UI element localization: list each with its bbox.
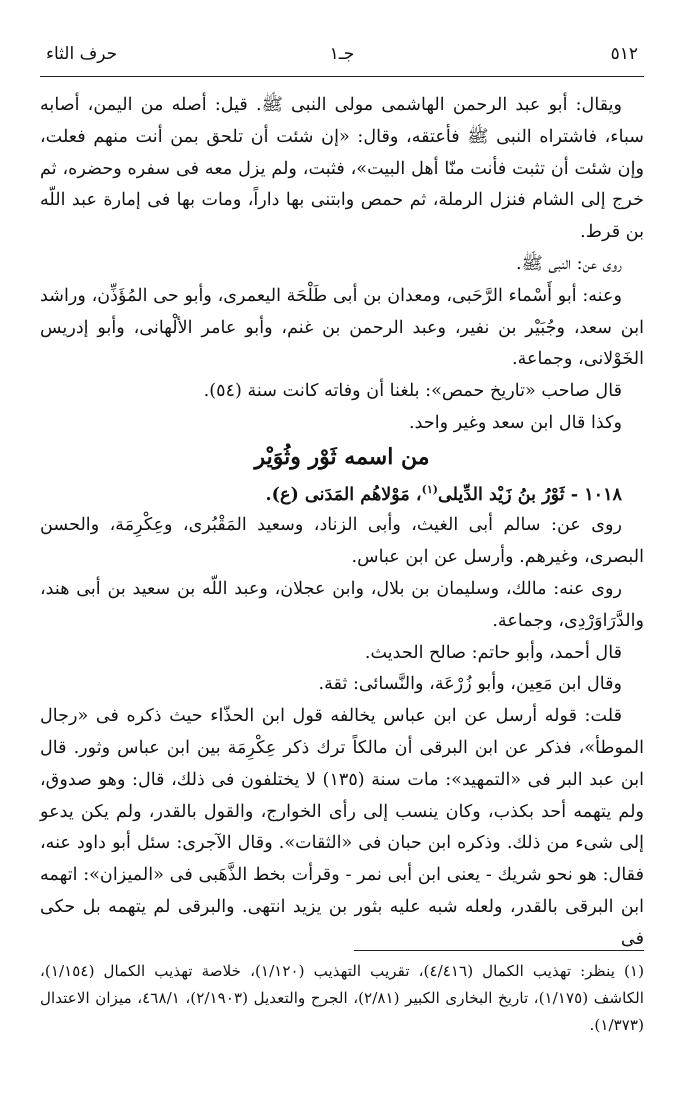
section-heading: من اسمه ثَوْر وثُوَيْر — [254, 443, 430, 470]
page-header — [40, 44, 644, 74]
paragraph: روى عن: سالم أبى الغيث، وأبى الزناد، وسعيد المَقْبُرى، وعِكْرِمَة، والحسن البصرى، وغيرهم. وأرسل عن ابن عباس. — [40, 515, 644, 568]
entry-number: ١٠١٨ - — [564, 483, 622, 505]
paragraph: قال صاحب «تاريخ حمص»: بلغنا أن وفاته كانت سنة (٥٤). — [203, 381, 622, 402]
paragraph: وعنه: أبو أَسْماء الرَّحَبى، ومعدان بن أبى طَلْحَة اليعمرى، وأبو حى المُؤَذِّن، وراشد ابن سعد، وجُبَيْر بن نفير، وعبد الرحمن بن غنم، وأبو عامر الألْهانى، وأبو إدريس الخَوْلانى، وجماعة. — [40, 285, 644, 370]
paragraph: قال أحمد، وأبو حاتم: صالح الحديث. — [364, 642, 622, 663]
footnote-divider — [354, 950, 644, 951]
entry-name: ثَوْرُ بنُ زَيْد الدِّيلى — [437, 483, 565, 505]
paragraph: ويقال: أبو عبد الرحمن الهاشمى مولى النبى ﷺ. قيل: أصله من اليمن، أصابه سباء، فاشتراه النبى ﷺ فأعتقه، وقال: «إن شئت أن تلحق بمن أنت منهم فعلت، وإن شئت أن تثبت فأنت منّا أهل البيت»، فثبت، ولم يزل معه فى سفره وحضره، ثم خرج إلى الشام فنزل الرملة، ثم حمص وابتنى بها داراً، ومات بها فى إمارة عبد اللّه بن قرط. — [40, 95, 644, 243]
paragraph: وقال ابن مَعِين، وأبو زُرْعَة، والنَّسائى: ثقة. — [318, 674, 622, 695]
volume-label: جـ١ — [329, 44, 355, 64]
main-text — [40, 90, 644, 956]
paragraph: وكذا قال ابن سعد وغير واحد. — [409, 412, 622, 433]
footnote-marker: (١) — [421, 482, 438, 496]
paragraph: روى عن: النبى ﷺ. — [515, 253, 622, 274]
paragraph: قلت: قوله أرسل عن ابن عباس يخالفه قول ابن الحذّاء حيث ذكره فى «رجال الموطأ»، فذكر عن ابن البرقى أن مالكاً ترك ذكر عِكْرِمَة بين ابن عباس وثور. قال ابن عبد البر فى «التمهيد»: مات سنة (١٣٥) لا يختلفون فى ذلك، قال: وهو صدوق، ولم يتهمه أحد بكذب، وكان ينسب إلى رأى الخوارج، والقول بالقدر، ولم يكن يدعو إلى شىء من ذلك. وذكره ابن حبان فى «الثقات». وقال الآجرى: سئل أبو داود عنه، فقال: هو نحو شريك - يعنى ابن أبى نمر - وقرأت بخط الذَّهَبى فى «الميزان»: اتهمه ابن البرقى بالقدر، ولعله شبه عليه بثور بن يزيد انتهى. والبرقى لم يتهمه بل حكى فى — [40, 706, 644, 949]
entry-heading — [40, 474, 644, 511]
paragraph: روى عنه: مالك، وسليمان بن بلال، وابن عجلان، وعبد اللّه بن سعيد بن أبى هند، والدَّرَاوَرْدِى، وجماعة. — [40, 579, 644, 631]
header-divider — [40, 76, 644, 77]
footnotes — [40, 958, 644, 1039]
footnote-item: (١) ينظر: تهذيب الكمال (٤/٤١٦)، تقريب التهذيب (١/١٢٠)، خلاصة تهذيب الكمال (١/١٥٤)، الكاشف (١/١٧٥)، تاريخ البخارى الكبير (٢/٨١)، الجرح والتعديل (٢/١٩٠٣)، ٤٦٨/١، ميزان الاعتدال (١/٣٧٣). — [40, 962, 645, 1034]
section-title: حرف الثاء — [46, 44, 118, 64]
page-number: ٥١٢ — [610, 44, 638, 64]
entry-rest: ، مَوْلاهُم المَدَنى (ع). — [265, 483, 422, 505]
